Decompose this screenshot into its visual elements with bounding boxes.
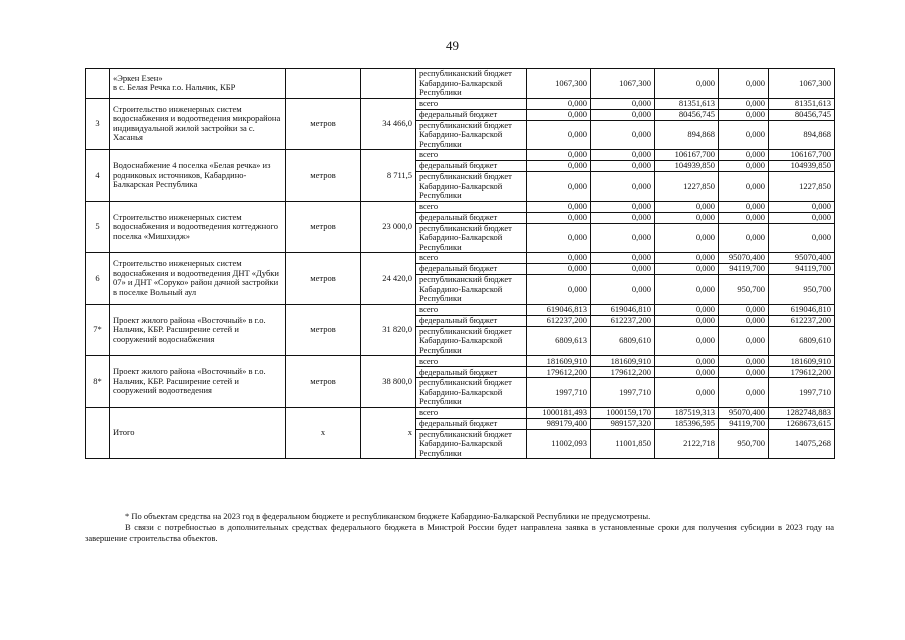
- notes: [85, 511, 834, 544]
- amount-cell: 0,000: [527, 212, 591, 223]
- amount-cell: 0,000: [655, 201, 719, 212]
- funding-source: федеральный бюджет: [416, 367, 527, 378]
- capacity-cell: 34 466,0: [361, 98, 416, 150]
- amount-cell: 0,000: [591, 212, 655, 223]
- amount-cell: 94119,700: [719, 264, 769, 275]
- amount-cell: 1067,300: [769, 69, 835, 99]
- amount-cell: 6809,610: [591, 326, 655, 356]
- amount-cell: 1268673,615: [769, 418, 835, 429]
- amount-cell: 0,000: [655, 69, 719, 99]
- amount-cell: 1997,710: [527, 378, 591, 408]
- amount-cell: 0,000: [769, 212, 835, 223]
- unit-cell: метров: [286, 304, 361, 356]
- amount-cell: 11002,093: [527, 429, 591, 459]
- amount-cell: 94119,700: [719, 418, 769, 429]
- unit-cell: метров: [286, 150, 361, 202]
- amount-cell: 0,000: [527, 120, 591, 150]
- notes-paragraph: В связи с потребностью в дополнительных средствах федерального бюджета в Минстрой России будет направлена заявка в установленные сроки для получения субсидии в 2023 году на завершение строительства объектов.: [85, 522, 834, 544]
- capacity-cell: 38 800,0: [361, 356, 416, 408]
- unit-cell: метров: [286, 253, 361, 305]
- amount-cell: 1997,710: [769, 378, 835, 408]
- amount-cell: 179612,200: [591, 367, 655, 378]
- amount-cell: 0,000: [527, 161, 591, 172]
- amount-cell: 0,000: [719, 201, 769, 212]
- table-row: [86, 201, 835, 212]
- unit-cell: х: [286, 407, 361, 459]
- amount-cell: 0,000: [527, 264, 591, 275]
- amount-cell: 0,000: [655, 275, 719, 305]
- amount-cell: 619046,813: [527, 304, 591, 315]
- object-name: «Эркен Езен» в с. Белая Речка г.о. Нальчик, КБР: [110, 69, 286, 99]
- funding-source: республиканский бюджет Кабардино-Балкарской Республики: [416, 275, 527, 305]
- funding-source: всего: [416, 304, 527, 315]
- amount-cell: 0,000: [591, 150, 655, 161]
- capacity-cell: 8 711,5: [361, 150, 416, 202]
- amount-cell: 0,000: [719, 223, 769, 253]
- funding-source: федеральный бюджет: [416, 109, 527, 120]
- unit-cell: [286, 69, 361, 99]
- object-number: [86, 407, 110, 459]
- amount-cell: 6809,610: [769, 326, 835, 356]
- object-name: Проект жилого района «Восточный» в г.о. Нальчик, КБР. Расширение сетей и сооружений водоотведения: [110, 356, 286, 408]
- amount-cell: 0,000: [527, 201, 591, 212]
- object-name: Итого: [110, 407, 286, 459]
- footnote: * По объектам средства на 2023 год в федеральном бюджете и республиканском бюджете Кабардино-Балкарской Республики не предусмотрены.: [125, 511, 651, 521]
- table-row: [86, 304, 835, 315]
- amount-cell: 81351,613: [655, 98, 719, 109]
- object-name: Строительство инженерных систем водоснабжения и водоотведения коттеджного поселка «Мишхидж»: [110, 201, 286, 253]
- funding-source: республиканский бюджет Кабардино-Балкарской Республики: [416, 326, 527, 356]
- amount-cell: 0,000: [655, 253, 719, 264]
- amount-cell: 0,000: [719, 326, 769, 356]
- amount-cell: 0,000: [591, 109, 655, 120]
- table-row: [86, 69, 835, 99]
- funding-source: федеральный бюджет: [416, 315, 527, 326]
- amount-cell: 0,000: [769, 223, 835, 253]
- unit-cell: метров: [286, 356, 361, 408]
- amount-cell: 0,000: [591, 172, 655, 202]
- amount-cell: 0,000: [591, 275, 655, 305]
- amount-cell: 81351,613: [769, 98, 835, 109]
- table-row: [86, 253, 835, 264]
- table-body: [86, 69, 835, 459]
- amount-cell: 0,000: [591, 223, 655, 253]
- funding-source: всего: [416, 201, 527, 212]
- amount-cell: 0,000: [719, 367, 769, 378]
- amount-cell: 0,000: [527, 275, 591, 305]
- amount-cell: 1067,300: [591, 69, 655, 99]
- capacity-cell: 31 820,0: [361, 304, 416, 356]
- amount-cell: 0,000: [527, 172, 591, 202]
- amount-cell: 104939,850: [769, 161, 835, 172]
- object-number: 7*: [86, 304, 110, 356]
- amount-cell: 0,000: [655, 264, 719, 275]
- capacity-cell: 24 420,0: [361, 253, 416, 305]
- amount-cell: 95070,400: [719, 407, 769, 418]
- amount-cell: 612237,200: [591, 315, 655, 326]
- amount-cell: 181609,910: [591, 356, 655, 367]
- funding-source: республиканский бюджет Кабардино-Балкарской Республики: [416, 172, 527, 202]
- amount-cell: 181609,910: [769, 356, 835, 367]
- amount-cell: 0,000: [591, 120, 655, 150]
- object-name: Строительство инженерных систем водоснабжения и водоотведения микрорайона индивидуальной жилой застройки за с. Хасанья: [110, 98, 286, 150]
- capacity-cell: х: [361, 407, 416, 459]
- funding-source: федеральный бюджет: [416, 161, 527, 172]
- amount-cell: 179612,200: [769, 367, 835, 378]
- funding-source: федеральный бюджет: [416, 264, 527, 275]
- amount-cell: 1227,850: [655, 172, 719, 202]
- amount-cell: 106167,700: [655, 150, 719, 161]
- amount-cell: 0,000: [719, 378, 769, 408]
- amount-cell: 1997,710: [591, 378, 655, 408]
- table-row: [86, 98, 835, 109]
- amount-cell: 94119,700: [769, 264, 835, 275]
- amount-cell: 0,000: [719, 356, 769, 367]
- funding-source: республиканский бюджет Кабардино-Балкарской Республики: [416, 120, 527, 150]
- funding-source: всего: [416, 253, 527, 264]
- amount-cell: 185396,595: [655, 418, 719, 429]
- amount-cell: 106167,700: [769, 150, 835, 161]
- amount-cell: 0,000: [769, 201, 835, 212]
- amount-cell: 0,000: [591, 98, 655, 109]
- amount-cell: 894,868: [769, 120, 835, 150]
- amount-cell: 0,000: [655, 304, 719, 315]
- amount-cell: 0,000: [655, 356, 719, 367]
- amount-cell: 0,000: [527, 109, 591, 120]
- amount-cell: 950,700: [719, 429, 769, 459]
- amount-cell: 0,000: [591, 264, 655, 275]
- funding-source: республиканский бюджет Кабардино-Балкарской Республики: [416, 378, 527, 408]
- amount-cell: 179612,200: [527, 367, 591, 378]
- amount-cell: 0,000: [655, 212, 719, 223]
- amount-cell: 80456,745: [655, 109, 719, 120]
- amount-cell: 14075,268: [769, 429, 835, 459]
- funding-source: всего: [416, 407, 527, 418]
- table-row: [86, 407, 835, 418]
- amount-cell: 619046,810: [591, 304, 655, 315]
- amount-cell: 0,000: [527, 223, 591, 253]
- object-number: 3: [86, 98, 110, 150]
- amount-cell: 0,000: [719, 120, 769, 150]
- object-number: [86, 69, 110, 99]
- amount-cell: 1282748,883: [769, 407, 835, 418]
- amount-cell: 0,000: [719, 150, 769, 161]
- amount-cell: 0,000: [719, 69, 769, 99]
- amount-cell: 612237,200: [769, 315, 835, 326]
- amount-cell: 0,000: [719, 172, 769, 202]
- capacity-cell: 23 000,0: [361, 201, 416, 253]
- table-row: [86, 356, 835, 367]
- funding-source: федеральный бюджет: [416, 418, 527, 429]
- amount-cell: 0,000: [719, 98, 769, 109]
- amount-cell: 0,000: [655, 315, 719, 326]
- funding-source: республиканский бюджет Кабардино-Балкарской Республики: [416, 69, 527, 99]
- amount-cell: 0,000: [527, 253, 591, 264]
- amount-cell: 0,000: [655, 326, 719, 356]
- amount-cell: 6809,613: [527, 326, 591, 356]
- funding-source: республиканский бюджет Кабардино-Балкарской Республики: [416, 429, 527, 459]
- object-number: 4: [86, 150, 110, 202]
- amount-cell: 0,000: [719, 315, 769, 326]
- amount-cell: 1000181,493: [527, 407, 591, 418]
- amount-cell: 989179,400: [527, 418, 591, 429]
- object-number: 5: [86, 201, 110, 253]
- funding-table: [85, 68, 835, 459]
- table-row: [86, 150, 835, 161]
- amount-cell: 0,000: [719, 161, 769, 172]
- amount-cell: 181609,910: [527, 356, 591, 367]
- unit-cell: метров: [286, 98, 361, 150]
- amount-cell: 0,000: [527, 98, 591, 109]
- amount-cell: 1227,850: [769, 172, 835, 202]
- amount-cell: 0,000: [591, 201, 655, 212]
- amount-cell: 11001,850: [591, 429, 655, 459]
- amount-cell: 2122,718: [655, 429, 719, 459]
- amount-cell: 0,000: [655, 367, 719, 378]
- amount-cell: 104939,850: [655, 161, 719, 172]
- object-name: Проект жилого района «Восточный» в г.о. Нальчик, КБР. Расширение сетей и сооружений водоснабжения: [110, 304, 286, 356]
- amount-cell: 0,000: [719, 212, 769, 223]
- object-name: Строительство инженерных систем водоснабжения и водоотведения ДНТ «Дубки 07» и ДНТ «Соруко» район дачной застройки в поселке Вольный аул: [110, 253, 286, 305]
- amount-cell: 894,868: [655, 120, 719, 150]
- amount-cell: 619046,810: [769, 304, 835, 315]
- amount-cell: 80456,745: [769, 109, 835, 120]
- object-number: 8*: [86, 356, 110, 408]
- amount-cell: 1067,300: [527, 69, 591, 99]
- amount-cell: 0,000: [591, 161, 655, 172]
- funding-source: всего: [416, 150, 527, 161]
- funding-source: всего: [416, 356, 527, 367]
- amount-cell: 0,000: [655, 378, 719, 408]
- unit-cell: метров: [286, 201, 361, 253]
- amount-cell: 989157,320: [591, 418, 655, 429]
- capacity-cell: [361, 69, 416, 99]
- amount-cell: 187519,313: [655, 407, 719, 418]
- amount-cell: 950,700: [719, 275, 769, 305]
- amount-cell: 0,000: [719, 109, 769, 120]
- amount-cell: 95070,400: [719, 253, 769, 264]
- amount-cell: 0,000: [527, 150, 591, 161]
- funding-source: всего: [416, 98, 527, 109]
- funding-source: федеральный бюджет: [416, 212, 527, 223]
- amount-cell: 95070,400: [769, 253, 835, 264]
- amount-cell: 612237,200: [527, 315, 591, 326]
- object-number: 6: [86, 253, 110, 305]
- amount-cell: 0,000: [591, 253, 655, 264]
- page-number: 49: [446, 38, 459, 53]
- funding-source: республиканский бюджет Кабардино-Балкарской Республики: [416, 223, 527, 253]
- amount-cell: 950,700: [769, 275, 835, 305]
- amount-cell: 1000159,170: [591, 407, 655, 418]
- object-name: Водоснабжение 4 поселка «Белая речка» из родниковых источников, Кабардино-Балкарская Республика: [110, 150, 286, 202]
- amount-cell: 0,000: [719, 304, 769, 315]
- amount-cell: 0,000: [655, 223, 719, 253]
